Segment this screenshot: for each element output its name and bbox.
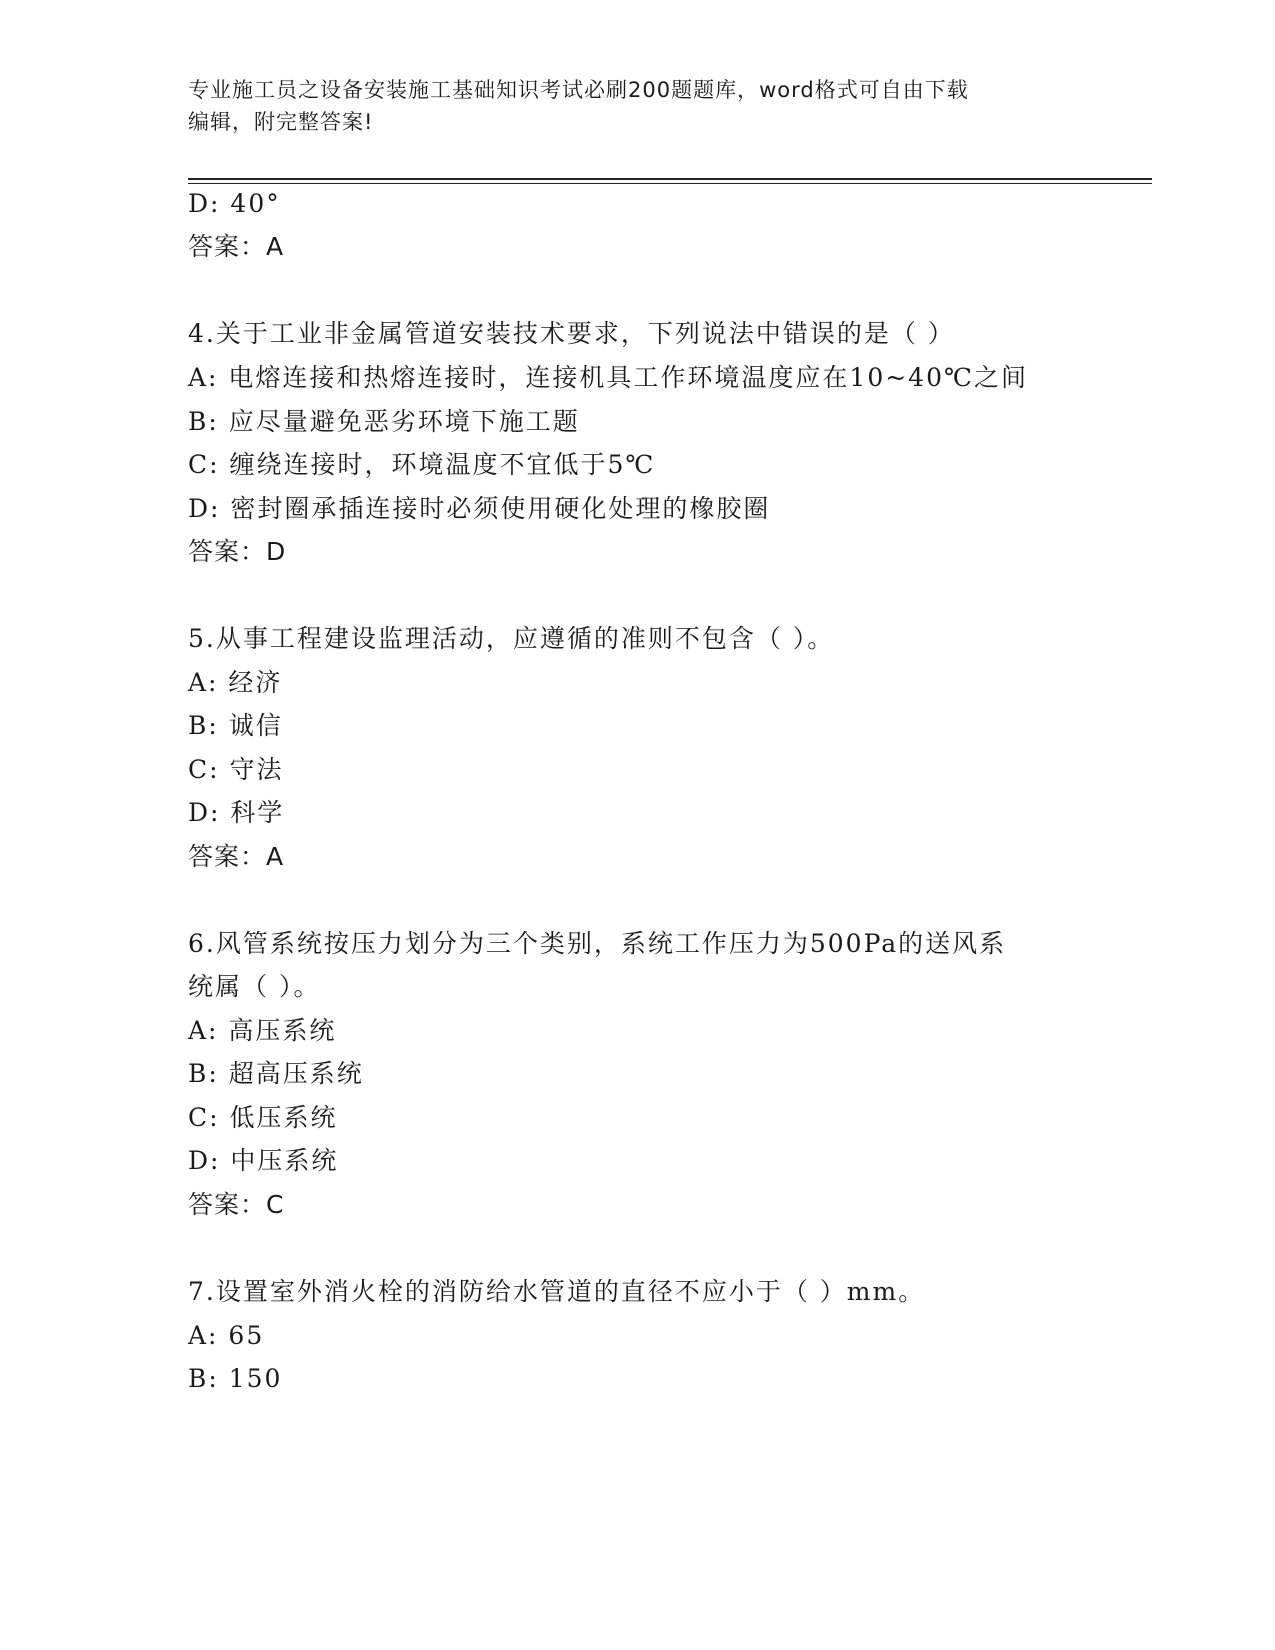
- header-title-line1: 专业施工员之设备安装施工基础知识考试必刷200题题库，word格式可自由下载: [188, 78, 969, 102]
- q7-stem: 7.设置室外消火栓的消防给水管道的直径不应小于（ ）mm。: [188, 1277, 926, 1306]
- q6-answer: 答案：C: [188, 1190, 285, 1219]
- q7-option-b: B: 150: [188, 1364, 283, 1393]
- q4-option-d: D: 密封圈承插连接时必须使用硬化处理的橡胶圈: [188, 494, 771, 523]
- q3-option-d: D: 40°: [188, 189, 281, 218]
- q5-answer: 答案：A: [188, 842, 285, 871]
- q6-option-d: D: 中压系统: [188, 1146, 339, 1175]
- q6-stem-line2: 统属（ ）。: [188, 972, 321, 1001]
- q5-option-c: C: 守法: [188, 755, 284, 784]
- q5-stem: 5.从事工程建设监理活动，应遵循的准则不包含（ ）。: [188, 624, 835, 653]
- q4-option-c: C: 缠绕连接时，环境温度不宜低于5℃: [188, 450, 656, 479]
- q6-option-b: B: 超高压系统: [188, 1059, 364, 1088]
- q7-option-a: A: 65: [188, 1321, 265, 1350]
- header-divider-thin: [188, 183, 1152, 184]
- header-title-line2: 编辑，附完整答案!: [188, 110, 374, 134]
- q4-stem: 4.关于工业非金属管道安装技术要求，下列说法中错误的是（ ）: [188, 319, 955, 348]
- q5-option-d: D: 科学: [188, 798, 285, 827]
- q6-option-a: A: 高压系统: [188, 1016, 337, 1045]
- q4-option-a: A: 电熔连接和热熔连接时，连接机具工作环境温度应在10~40℃之间: [188, 363, 1028, 392]
- q6-option-c: C: 低压系统: [188, 1103, 338, 1132]
- q5-option-b: B: 诚信: [188, 711, 283, 740]
- q4-option-b: B: 应尽量避免恶劣环境下施工题: [188, 407, 580, 436]
- document-header: [188, 74, 1088, 138]
- q6-stem-line1: 6.风管系统按压力划分为三个类别，系统工作压力为500Pa的送风系: [188, 929, 1007, 958]
- q5-option-a: A: 经济: [188, 668, 283, 697]
- header-divider-thick: [188, 178, 1152, 180]
- q3-answer: 答案：A: [188, 232, 285, 261]
- q4-answer: 答案：D: [188, 537, 287, 566]
